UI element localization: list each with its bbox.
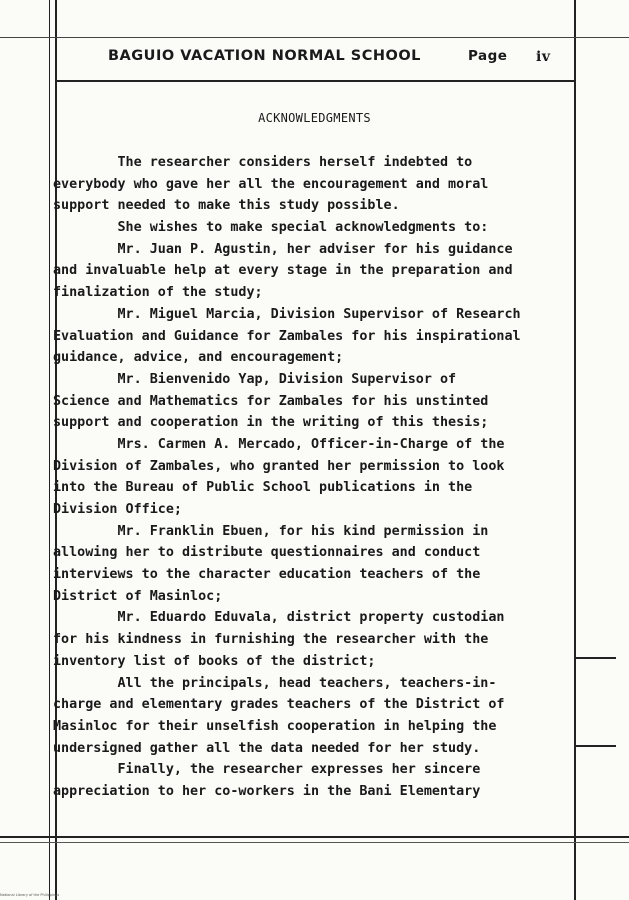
text-line: finalization of the study; (53, 285, 263, 301)
text-line: All the principals, head teachers, teachers-in- (53, 675, 497, 691)
page-number: iv (536, 49, 551, 65)
top-rule-outer (0, 37, 629, 38)
text-line: Mr. Miguel Marcia, Division Supervisor of Research (53, 306, 521, 322)
text-line: and invaluable help at every stage in the preparation and (53, 263, 513, 279)
page-label: Page (468, 48, 508, 64)
text-line: appreciation to her co-workers in the Bani Elementary (53, 783, 481, 799)
bottom-rule-outer (0, 842, 629, 843)
text-line: inventory list of books of the district; (53, 653, 376, 669)
text-line: Mr. Juan P. Agustin, her adviser for his guidance (53, 241, 513, 257)
text-line: Masinloc for their unselfish cooperation in helping the (53, 718, 497, 734)
left-margin-rule (49, 0, 50, 900)
text-line: Evaluation and Guidance for Zambales for his inspirational (53, 328, 521, 344)
text-line: allowing her to distribute questionnaires and conduct (53, 545, 481, 561)
text-line: undersigned gather all the data needed for her study. (53, 740, 481, 756)
text-line: Mrs. Carmen A. Mercado, Officer-in-Charge of the (53, 436, 505, 452)
text-line: The researcher considers herself indebted to (53, 155, 473, 170)
text-line: Mr. Franklin Ebuen, for his kind permission in (53, 523, 489, 539)
text-line: charge and elementary grades teachers of the District of (53, 697, 505, 713)
footer-source: National Library of the Philippines (0, 893, 60, 897)
text-line: Mr. Eduardo Eduvala, district property custodian (53, 610, 505, 626)
text-line: Science and Mathematics for Zambales for his unstinted (53, 393, 489, 409)
text-line: for his kindness in furnishing the researcher with the (53, 632, 489, 648)
right-margin-rule (574, 0, 576, 900)
school-name: BAGUIO VACATION NORMAL SCHOOL (108, 48, 421, 64)
bottom-rule (0, 836, 629, 838)
text-line: everybody who gave her all the encouragement and moral (53, 176, 489, 192)
text-line: Division of Zambales, who granted her permission to look (53, 458, 505, 474)
text-line: support and cooperation in the writing of this thesis; (53, 415, 489, 431)
text-line: She wishes to make special acknowledgments to: (53, 220, 489, 236)
text-line: Finally, the researcher expresses her sincere (53, 762, 481, 778)
margin-tick-mark (576, 745, 616, 747)
text-line: District of Masinloc; (53, 588, 223, 604)
text-line: guidance, advice, and encouragement; (53, 350, 344, 366)
text-line: support needed to make this study possible. (53, 198, 400, 214)
page-title: ACKNOWLEDGMENTS (258, 111, 371, 125)
acknowledgments-body (53, 152, 573, 803)
header-underline-rule (55, 80, 576, 82)
text-line: Mr. Bienvenido Yap, Division Supervisor of (53, 371, 457, 387)
margin-tick-mark (576, 657, 616, 659)
text-line: into the Bureau of Public School publications in the (53, 480, 473, 496)
text-line: Division Office; (53, 502, 182, 517)
text-line: interviews to the character education teachers of the (53, 567, 481, 583)
